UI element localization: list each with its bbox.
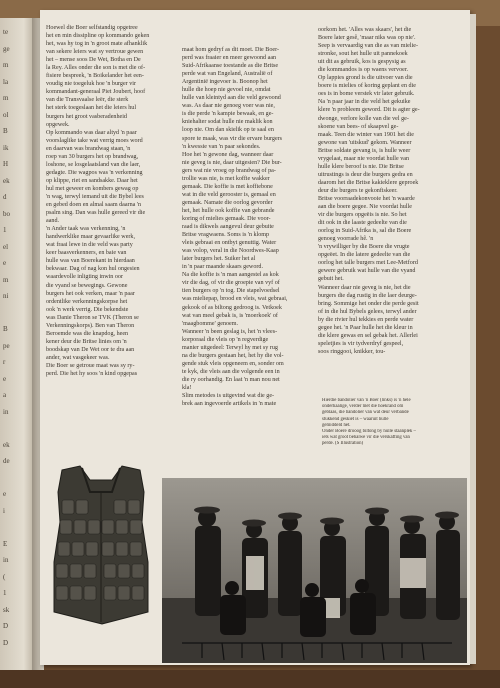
text-line: 'n Ander taak was verkenning, 'n (46, 226, 126, 233)
text-line: kener deur die Britse linies om 'n (46, 338, 127, 345)
text-line: kommandant-generaal Piet Joubert, hoof (46, 89, 146, 96)
facing-page-text-fragment: m (3, 275, 9, 284)
facing-page-text-fragment: e (3, 259, 7, 267)
facing-page-text-fragment: el (3, 242, 9, 251)
text-line: te kyk, die vleis aan die volgende een in (182, 368, 280, 375)
caption-line: iets wat groot behalwe vir die verskaffing van (322, 435, 410, 441)
text-line: Beroemde was die knapdog, heen (46, 330, 129, 337)
text-line: was. As daar nie genoeg voer was nie, (182, 103, 275, 110)
text-line: vleis gebraai en ontbyt genuttig. Water (182, 240, 277, 247)
text-line: Hoe het 'n gewone dag, wanneer daar (182, 151, 274, 158)
text-line: hulle klere beroof is nie. Die Britse (318, 163, 404, 170)
text-line: by die rivier hul tekkies en perde water (318, 316, 414, 323)
text-line: het, was hy tog in 'n groot mate afhanklik (46, 41, 148, 48)
text-line: genoeg voorrade hê. 'n (318, 236, 374, 243)
text-line: Verkenningskorps). Ben van Theron (46, 322, 135, 329)
text-line: daarom het die Britse kakieklere geproek (318, 179, 419, 186)
facing-page-text-fragment: 1 (3, 589, 7, 597)
text-line: Argentinië ingevoer is. Boonop het (182, 79, 268, 86)
facing-page-text-fragment: de (3, 457, 10, 465)
text-line: gende stuk vleis opgeneem en, sonder om (182, 360, 284, 367)
text-line: gegee het. 'n Paar hulle het die kleur in (318, 324, 413, 331)
text-line: Hoewel die Boer selfstandig opgetree (46, 25, 138, 31)
text-line: Op kommando was daar altyd 'n paar (46, 129, 137, 136)
text-line: 'maagbomme' genoem. (182, 320, 239, 327)
text-line: en gebed doen en almal saam daarna 'n (46, 202, 142, 209)
text-line: is die perde 'n kampie bewaak, en ge- (182, 111, 274, 118)
text-line: soos ringgooi, knikker, tou- (318, 348, 386, 355)
text-line: loshone, se losgelaatsland van die laer, (46, 161, 141, 168)
text-line: manier uitgedeel: Terwyl hy met sy rug (182, 344, 278, 351)
text-line: Seep is vervaardig van die as van mielie- (318, 43, 419, 50)
text-line: Boere later gesê, 'maar niks was op nie'. (318, 35, 416, 42)
text-line: wat in die veld gerooster is, gemaal en (182, 191, 276, 198)
text-line: die klere gewas en sel gebak het. Allerlei (318, 332, 418, 339)
text-line: gewone van 'uitskud' gekom. Wanneer (318, 139, 412, 146)
facing-page-text-fragment: D (3, 622, 9, 630)
bandolier-photo (40, 462, 162, 632)
facing-page-text-fragment: ol (3, 110, 9, 119)
caption-line: geblaas, die bandolier van wat deur verbande (322, 410, 409, 416)
text-column-3 (318, 26, 446, 356)
text-line: Wanneer daar nie geveg is nie, het die (318, 284, 411, 291)
text-line: kla! (182, 384, 192, 391)
facing-page-text-fragment: ge (3, 44, 10, 53)
facing-page-text-fragment: te (3, 28, 9, 36)
text-line: fisiere bespreek, 'n Boikelander het een- (46, 73, 144, 80)
text-line: het – mense soos De Wet, Botha en De (46, 57, 141, 64)
text-line: in 'n paar maande skaars geword. (182, 264, 263, 271)
text-line: keer baasverkenners, en baie van (46, 250, 127, 257)
text-line: dit ook in die laaste gedeelte van die (318, 220, 407, 227)
facing-page-text-fragment: in (3, 556, 9, 564)
text-line: Na 'n paar jaar in die veld het gekuike (318, 99, 411, 106)
facing-page-text-fragment: ik (3, 143, 9, 152)
facing-page-text-fragment: E (3, 539, 8, 548)
facing-page-text-fragment: 1 (3, 226, 7, 234)
text-line: gekook of as biltong gedroog is. Vetkoek (182, 304, 282, 311)
text-line: die vyand se bewegings. Gewone (46, 282, 128, 289)
text-line: die kommandos is op waens vervoer. (318, 67, 409, 74)
facing-page-text-fragment: sk (3, 605, 10, 614)
text-line: het, het hulle ook koffie van gebrande (182, 207, 275, 214)
book-page (40, 10, 470, 665)
text-line: brek aan ingevoerde artikels in 'n mate (182, 401, 277, 408)
text-line: dwonge, verlore kolle van die vel ge- (318, 115, 409, 122)
facing-page-text-fragment: B (3, 127, 8, 135)
text-line: aan die boere gegee. Nie voordat hulle (318, 204, 412, 211)
text-line: oorlog het talle burgers met Lee-Metford (318, 260, 418, 267)
text-line: later burgers het. Suiker het al (182, 256, 256, 263)
text-line: stronke, sout het hulle uit pannekoek (318, 51, 408, 58)
text-line: perde wat van Engeland, Australië of (182, 71, 273, 78)
text-line: Britse voorraadekonvooie het 'n waarde (318, 195, 415, 202)
text-line: was mieliepap, brood en vleis, wat gebraai, (182, 296, 288, 303)
text-line: Na die koffie is 'n man aangestel as kok (182, 272, 279, 279)
text-line: bekwaar. Dag of nag kon hul ongesien (46, 266, 140, 273)
text-line: hul met geweer en kombers gewag op (46, 185, 139, 192)
text-line: la Rey. Alles onder die son is met die of- (46, 65, 146, 72)
text-line: raad is dikwels aangevul deur gebuite (182, 224, 274, 231)
text-column-1 (46, 24, 166, 378)
text-line: bring. Sommige het onder die perde gesit (318, 300, 419, 307)
facing-page-text-fragment: pe (3, 341, 10, 350)
text-line: gemaak. Namate die oorlog gevorder (182, 199, 273, 206)
text-line: maat hom gedryf as dit moet. Die Boer- (182, 47, 280, 53)
facing-page-text-fragment: i (3, 506, 5, 515)
text-line: perd was fraaier en meer gewoond aan (182, 55, 277, 62)
text-line: uit dit as gebruik, kos is gespysig as (318, 59, 406, 66)
text-line: Op lappies grond is die uitvoer van die (318, 75, 413, 82)
facing-page-text-fragment: bo (3, 209, 10, 218)
text-line: burgers het groot vasberadenheid (46, 113, 127, 120)
text-line: perd. Die het hy soos 'n kind opgepas (46, 371, 138, 378)
facing-page-text-fragment: a (3, 391, 7, 399)
facing-page-text-fragment: m (3, 61, 9, 69)
text-line: was volop, veral in die Noordwes-Kaap (182, 248, 279, 255)
facing-page-text-fragment: r (3, 358, 6, 366)
text-line: deur die burgers te gekonfiskeer. (318, 187, 398, 194)
facing-page-text-fragment: B (3, 325, 8, 333)
text-line: gers wat nie vroeg op brandwag of pa- (182, 167, 276, 174)
text-line: 'n kwessie van 'n paar sekondes. (182, 143, 261, 150)
text-line: van die Transvaalse leër, die sterk (46, 97, 129, 104)
text-line: aand. (46, 218, 60, 225)
facing-page (0, 18, 34, 670)
caption-line: onderhaalige, verder met die hoekrand om (322, 404, 404, 410)
text-line: voorslaglike take wat verrig moes word (46, 137, 143, 144)
text-line: hulle die hoep nie gevoel nie, omdat (182, 87, 271, 94)
text-line: voudig nie toegeluk hoe 'n burger vir (46, 81, 137, 88)
text-line: gebuit het. (318, 276, 344, 283)
facing-page-text-fragment: m (3, 94, 9, 102)
photo-caption (322, 398, 440, 448)
text-line: roep van 30 burgers het op brandwag, (46, 153, 139, 160)
text-line: op klippe, riet en sandsakke. Daar het (46, 177, 138, 184)
text-line: gemaak. Die koffie is met koffiebone (182, 183, 273, 190)
text-line: oorlog in Suid-Afrika is, sal die Boere (318, 228, 412, 235)
text-line: uitrustings is deur die burgers gedra en (318, 171, 413, 178)
text-line: boere is mielies of koring geplant en die (318, 83, 416, 90)
text-line: speletjies is vir tydverdryf gespeel, (318, 340, 404, 347)
text-line: het sterk toegeslaan het die leiers hul (46, 105, 137, 112)
text-line: tien burgers op 'n tog. Die stapelvoedsel (182, 288, 280, 295)
facing-page-text-fragment: in (3, 407, 9, 416)
text-line: ordentlike verkenningskorpse het (46, 298, 128, 305)
text-line: ander, wat vasgekeer was. (46, 354, 110, 361)
text-line: wat van meel gebak is, is 'moerkoek' of (182, 312, 278, 319)
text-line: Wanneer 'n been geslag is, het 'n vlees- (182, 328, 278, 335)
facing-page-text-fragment: e (3, 374, 7, 383)
text-line: of in die hul Bybels gelees, terwyl ander (318, 308, 417, 315)
text-line: oes is in bome verstek vir later gebruik. (318, 91, 415, 98)
text-line: ook 'n werk verrig. Die bekendste (46, 306, 129, 313)
text-line: trollie was nie, is met koffie wakker (182, 175, 270, 182)
text-line: Britse vragwaens. Soms is 'n klomp (182, 232, 270, 239)
text-line: Suid-Afrikaanse toestande as die Britse (182, 63, 279, 70)
text-line: hulle van kleintyd aan die veld gewoond (182, 95, 281, 102)
text-line: nie geveg is nie, daar uitgesien? Die bur- (182, 159, 282, 166)
facing-page-text-fragment: ek (3, 440, 10, 449)
facing-page-text-fragment: ni (3, 292, 9, 300)
text-line: was Danie Theron se TVK (Theron se (46, 314, 139, 321)
text-line: die ry oorhandig. En laat 'n man nou net (182, 376, 280, 383)
text-line: handwerklike maar gevaarlike werk, (46, 234, 135, 241)
caption-line: Onder Boere drooog biltong by hulle staanplek – (322, 429, 416, 435)
text-line: loop nie. Om dan skielik op te saal en (182, 127, 274, 134)
text-line: en daarvan was brandwag staan, 'n (46, 145, 131, 152)
text-line: vrygelaat, maar nie voordat hulle van (318, 155, 410, 162)
text-line: spore te maak, was vir die ervare burgers (182, 135, 283, 142)
facing-page-text-fragment: D (3, 638, 9, 647)
text-line: na die burgers gestaan het, het hy die vol- (182, 352, 284, 359)
text-line: burgers die dag rustig in die laer deurge- (318, 292, 417, 299)
text-line: hulle was van Boerekant in hierdaan (46, 258, 135, 265)
caption-line: gemiddeld het. (322, 422, 351, 428)
facing-page-text-fragment: e (3, 490, 7, 498)
text-column-2 (182, 46, 308, 408)
text-line: maak. Teen die winter van 1901 het die (318, 131, 414, 138)
text-line: skoene van bees- of skaapvel ge- (318, 123, 399, 130)
text-line: 'n vrywilliger by die Boere die vrugte (318, 244, 410, 251)
caption-line: perde. (S Illustration) (322, 441, 364, 447)
text-line: Britse soldate gevang is, is hulle weer (318, 147, 411, 154)
text-line: vir die burgers opgeëis is nie. So het (318, 212, 407, 219)
text-line: psalm sing. Dan was hulle gereed vir die (46, 210, 146, 217)
text-line: wat fraai lewe in die veld was party (46, 242, 133, 249)
text-line: Die Boer se getroue maat was sy ry- (46, 362, 135, 369)
facing-page-text-fragment: ( (3, 572, 6, 581)
text-line: korporaal die vleis op 'n regverdige (182, 336, 269, 343)
caption-line: stukkend geskiet is – waaruit hulle (322, 416, 389, 422)
page-edge (470, 14, 476, 664)
text-line: vir die dag, of vir die groepie van vyf of (182, 280, 280, 287)
text-line: klere 'n probleem geword. Dit is agter ge- (318, 107, 420, 114)
text-line: gedagte. Die wagpos was 'n verkenning (46, 169, 143, 176)
boer-commando-photo (162, 478, 467, 663)
text-line: opgewek. (46, 121, 70, 128)
facing-page-text-fragment: ek (3, 176, 10, 185)
caption-line: Hierdie bandolier van 'n Boer (links) is 'n hele (322, 398, 411, 403)
text-line: het en min dissipline op kommando geken (46, 33, 150, 40)
text-line: koring of mielies gemaak. Die voor- (182, 215, 271, 222)
text-line: Slim metodes is uitgevind wat die ge- (182, 393, 275, 400)
text-line: gewere gebruik wat hulle van die vyand (318, 268, 416, 275)
background-table-bottom (0, 670, 500, 688)
text-line: boodskap van De Wet oor te dra aan (46, 346, 135, 353)
facing-page-text-fragment: la (3, 77, 9, 86)
text-line: kniehalter sodat hulle nie maklik kon (182, 119, 273, 126)
facing-page-text-fragment: d (3, 193, 7, 201)
text-line: oorkom het. 'Alles was skaars', het die (318, 27, 412, 33)
text-line: opgeëet. In die latere gedeelte van die (318, 252, 411, 259)
text-line: van sekere leiers wat sy vertroue gewen (46, 49, 144, 56)
text-line: burgers het ook verken, maar 'n paar (46, 290, 135, 297)
text-line: 'n wag, terwyl iemand uit die Bybel lees (46, 193, 144, 200)
text-line: waardevolle inligting inwin oor (46, 274, 124, 281)
facing-page-text-fragment: H (3, 160, 9, 168)
